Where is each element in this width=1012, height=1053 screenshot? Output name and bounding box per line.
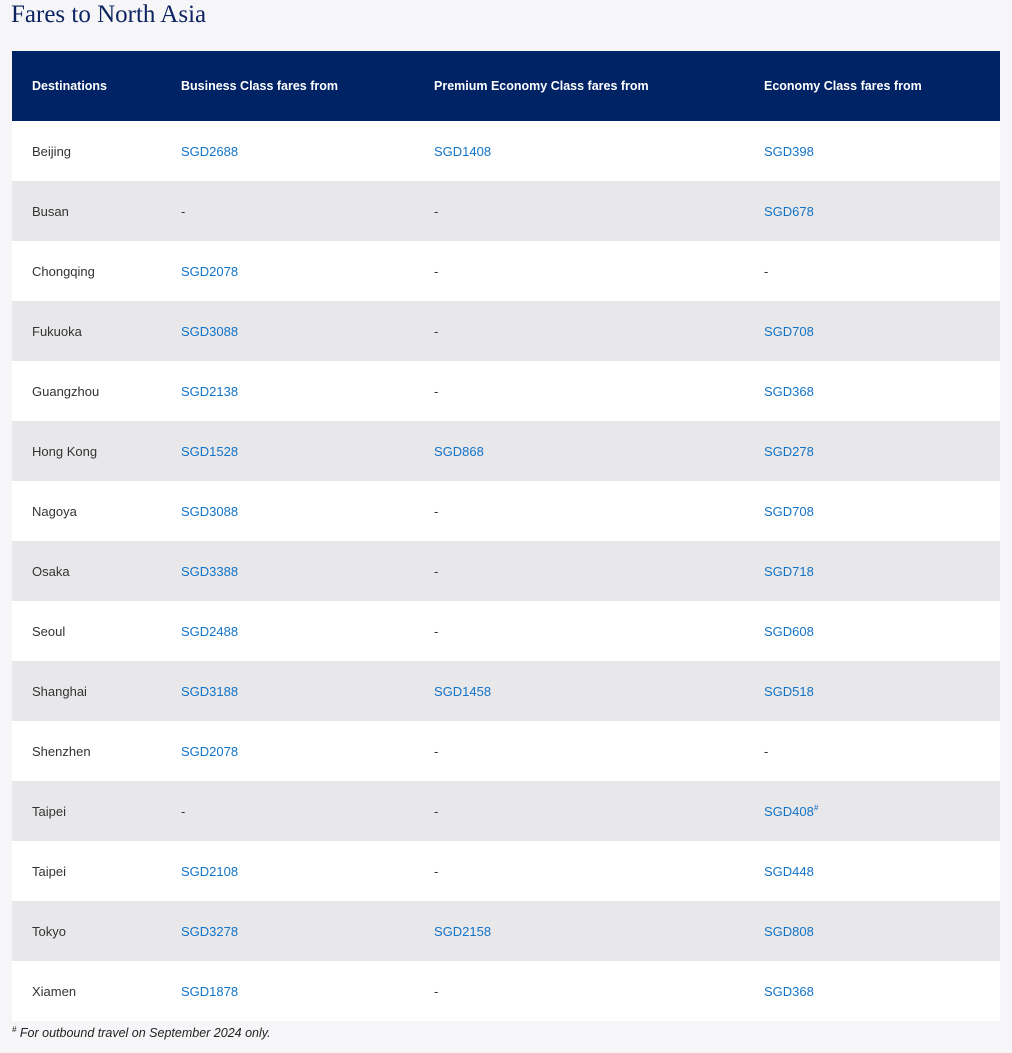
premium-economy-fare-cell: [414, 241, 744, 301]
business-fare-link[interactable]: SGD3088: [181, 323, 239, 339]
destination-cell: Busan: [32, 203, 69, 219]
table-header-row: [12, 51, 1000, 121]
economy-fare-link[interactable]: SGD278: [764, 443, 814, 459]
economy-fare-cell[interactable]: [744, 901, 1000, 961]
business-fare-link[interactable]: SGD2078: [181, 743, 239, 759]
economy-fare-link[interactable]: SGD708: [764, 323, 814, 339]
footnote-text: For outbound travel on September 2024 only.: [16, 1026, 271, 1040]
table-row: [12, 241, 1000, 301]
premium-economy-fare-cell[interactable]: [414, 421, 744, 481]
business-fare-cell[interactable]: [161, 421, 414, 481]
premium-economy-fare-cell: [414, 601, 744, 661]
business-fare-link[interactable]: SGD1528: [181, 443, 239, 459]
premium-economy-fare-cell: [414, 721, 744, 781]
premium-economy-fare-unavailable: -: [434, 323, 439, 339]
business-fare-cell[interactable]: [161, 961, 414, 1021]
business-fare-cell: [161, 181, 414, 241]
footnote-reference-mark: #: [813, 803, 819, 813]
premium-economy-fare-unavailable: -: [434, 383, 439, 399]
premium-economy-fare-unavailable: -: [434, 863, 439, 879]
business-fare-link[interactable]: SGD2138: [181, 383, 239, 399]
business-fare-link[interactable]: SGD2078: [181, 263, 239, 279]
premium-economy-fare-cell[interactable]: [414, 901, 744, 961]
economy-fare-cell: [744, 241, 1000, 301]
business-fare-cell[interactable]: [161, 241, 414, 301]
economy-fare-link[interactable]: SGD398: [764, 143, 814, 159]
business-fare-cell[interactable]: [161, 301, 414, 361]
premium-economy-fare-unavailable: -: [434, 983, 439, 999]
destination-cell: Xiamen: [32, 983, 77, 999]
business-fare-cell[interactable]: [161, 361, 414, 421]
destination-cell: Hong Kong: [32, 443, 98, 459]
economy-fare-link[interactable]: SGD518: [764, 683, 814, 699]
table-row: [12, 781, 1000, 841]
header-business-class: Business Class fares from: [181, 79, 339, 93]
table-row: [12, 481, 1000, 541]
business-fare-cell[interactable]: [161, 661, 414, 721]
header-economy-class: Economy Class fares from: [764, 79, 922, 93]
business-fare-cell[interactable]: [161, 481, 414, 541]
economy-fare-cell[interactable]: [744, 961, 1000, 1021]
business-fare-unavailable: -: [181, 803, 186, 819]
economy-fare-link[interactable]: SGD448: [764, 863, 814, 879]
economy-fare-unavailable: -: [764, 743, 769, 759]
business-fare-link[interactable]: SGD3088: [181, 503, 239, 519]
business-fare-link[interactable]: SGD3188: [181, 683, 239, 699]
economy-fare-cell[interactable]: [744, 841, 1000, 901]
business-fare-cell[interactable]: [161, 601, 414, 661]
business-fare-link[interactable]: SGD1878: [181, 983, 239, 999]
economy-fare-cell[interactable]: [744, 121, 1000, 181]
table-row: [12, 121, 1000, 181]
premium-economy-fare-cell: [414, 541, 744, 601]
business-fare-link[interactable]: SGD2108: [181, 863, 239, 879]
premium-economy-fare-cell: [414, 841, 744, 901]
table-row: [12, 541, 1000, 601]
premium-economy-fare-link[interactable]: SGD868: [434, 443, 484, 459]
economy-fare-cell[interactable]: [744, 421, 1000, 481]
destination-cell: Seoul: [32, 623, 66, 639]
premium-economy-fare-cell: [414, 361, 744, 421]
economy-fare-link[interactable]: SGD718: [764, 563, 814, 579]
destination-cell: Osaka: [32, 563, 70, 579]
economy-fare-link[interactable]: SGD368: [764, 983, 814, 999]
economy-fare-cell[interactable]: [744, 361, 1000, 421]
footnote: [12, 1023, 271, 1043]
destination-cell: Tokyo: [32, 923, 66, 939]
premium-economy-fare-cell: [414, 181, 744, 241]
header-premium-economy-class: Premium Economy Class fares from: [434, 79, 649, 93]
destination-cell: Beijing: [32, 143, 72, 159]
economy-fare-cell[interactable]: [744, 661, 1000, 721]
economy-fare-link[interactable]: SGD808: [764, 923, 814, 939]
economy-fare-link[interactable]: SGD408: [764, 803, 814, 819]
premium-economy-fare-unavailable: -: [434, 263, 439, 279]
economy-fare-link[interactable]: SGD678: [764, 203, 814, 219]
table-row: [12, 661, 1000, 721]
table-row: [12, 961, 1000, 1021]
premium-economy-fare-unavailable: -: [434, 203, 439, 219]
table-row: [12, 721, 1000, 781]
table-row: [12, 841, 1000, 901]
premium-economy-fare-cell[interactable]: [414, 661, 744, 721]
fares-table: [12, 51, 1000, 1021]
economy-fare-link[interactable]: SGD368: [764, 383, 814, 399]
premium-economy-fare-cell: [414, 961, 744, 1021]
premium-economy-fare-unavailable: -: [434, 503, 439, 519]
economy-fare-link[interactable]: SGD708: [764, 503, 814, 519]
business-fare-cell[interactable]: [161, 901, 414, 961]
economy-fare-link[interactable]: SGD608: [764, 623, 814, 639]
destination-cell: Taipei: [32, 803, 66, 819]
economy-fare-cell: [744, 721, 1000, 781]
fare-rows: [12, 121, 1000, 1021]
economy-fare-cell[interactable]: [744, 541, 1000, 601]
premium-economy-fare-unavailable: -: [434, 743, 439, 759]
premium-economy-fare-unavailable: -: [434, 803, 439, 819]
table-row: [12, 301, 1000, 361]
premium-economy-fare-link[interactable]: SGD1458: [434, 683, 492, 699]
economy-fare-cell[interactable]: [744, 601, 1000, 661]
premium-economy-fare-unavailable: -: [434, 623, 439, 639]
destination-cell: Chongqing: [32, 263, 95, 279]
destination-cell: Guangzhou: [32, 383, 100, 399]
business-fare-cell[interactable]: [161, 121, 414, 181]
header-destinations: Destinations: [32, 79, 108, 93]
business-fare-cell: [161, 781, 414, 841]
premium-economy-fare-cell[interactable]: [414, 121, 744, 181]
destination-cell: Nagoya: [32, 503, 77, 519]
premium-economy-fare-cell: [414, 481, 744, 541]
table-row: [12, 421, 1000, 481]
business-fare-cell[interactable]: [161, 541, 414, 601]
business-fare-cell[interactable]: [161, 841, 414, 901]
page-title: Fares to North Asia: [11, 1, 207, 28]
footnote-mark: #: [12, 1024, 17, 1034]
table-row: [12, 361, 1000, 421]
destination-cell: Taipei: [32, 863, 66, 879]
destination-cell: Shanghai: [32, 683, 87, 699]
table-row: [12, 601, 1000, 661]
table-row: [12, 901, 1000, 961]
table-row: [12, 181, 1000, 241]
economy-fare-cell[interactable]: [744, 481, 1000, 541]
premium-economy-fare-link[interactable]: SGD2158: [434, 923, 492, 939]
business-fare-link[interactable]: SGD2488: [181, 623, 239, 639]
destination-cell: Fukuoka: [32, 323, 82, 339]
business-fare-link[interactable]: SGD3388: [181, 563, 239, 579]
business-fare-cell[interactable]: [161, 721, 414, 781]
business-fare-link[interactable]: SGD3278: [181, 923, 239, 939]
destination-cell: Shenzhen: [32, 743, 91, 759]
premium-economy-fare-cell: [414, 301, 744, 361]
economy-fare-unavailable: -: [764, 263, 769, 279]
premium-economy-fare-unavailable: -: [434, 563, 439, 579]
business-fare-unavailable: -: [181, 203, 186, 219]
economy-fare-cell[interactable]: [744, 781, 1000, 841]
economy-fare-cell[interactable]: [744, 301, 1000, 361]
economy-fare-cell[interactable]: [744, 181, 1000, 241]
business-fare-link[interactable]: SGD2688: [181, 143, 239, 159]
premium-economy-fare-link[interactable]: SGD1408: [434, 143, 492, 159]
premium-economy-fare-cell: [414, 781, 744, 841]
